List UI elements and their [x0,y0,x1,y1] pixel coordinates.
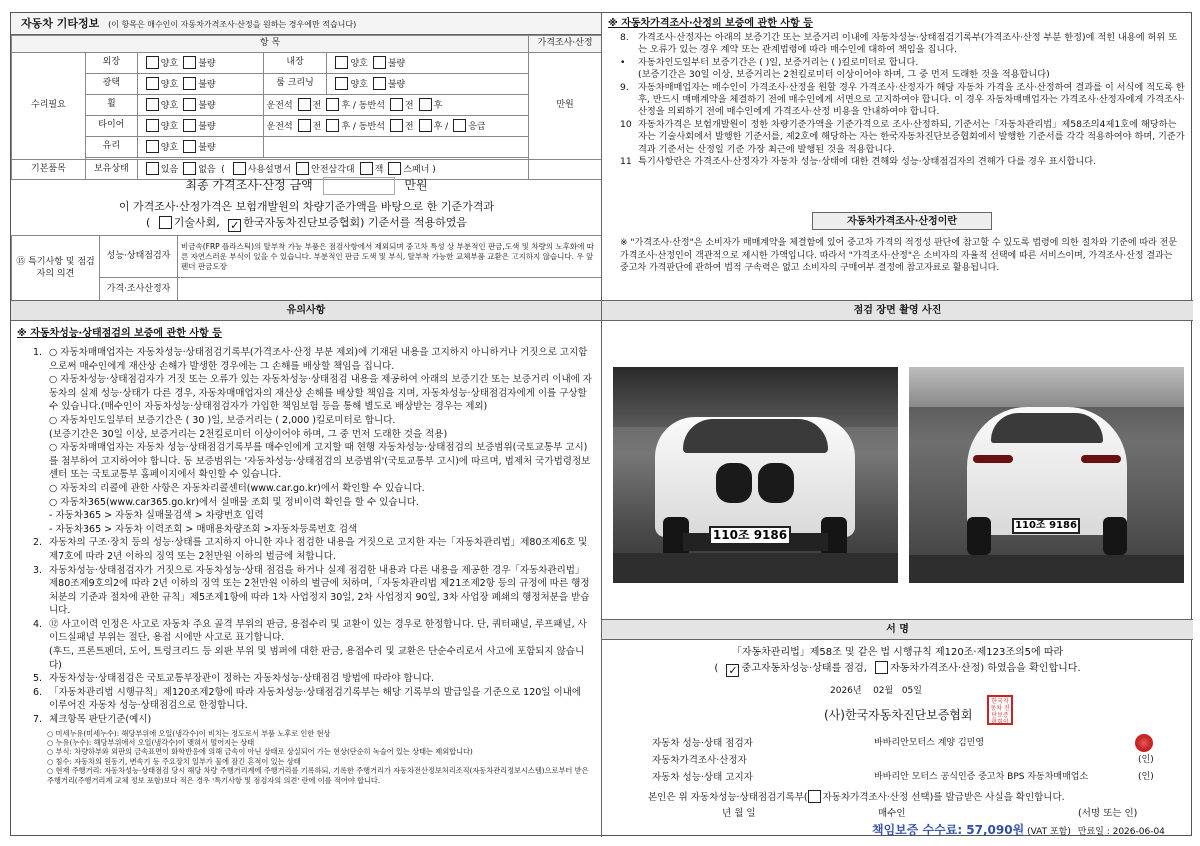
manual-label: 사용설명서 [247,165,292,176]
glass-bad-checkbox[interactable] [183,140,196,153]
price-check-label: 자동차가격조사·산정) 하였음을 확인합니다. [890,663,1081,674]
notes-item [33,441,593,482]
notes-header: 유의사항 [11,301,601,321]
notes-item-text: ○ 자동차365(www.car365.go.kr)에서 실매물 조회 및 정비이력 확인을 할 수 있습니다. [49,496,419,508]
notes-item-number: 7. [33,714,43,726]
wheel-rear-pass-label: 후 / 동반석 [341,100,385,111]
inspection-record-page [10,12,1192,836]
signatory-sign: (인) [1138,772,1154,782]
price-inspector-opinion [178,278,602,302]
wheel-driver-rear-checkbox[interactable] [326,98,339,111]
engineer-society-checkbox[interactable] [159,216,172,229]
notes-item-text: (후드, 프론트펜더, 도어, 트렁크리드 등 외판 부위 및 범퍼에 대한 판금, 용접수리 및 교환은 단순수리로서 사고에 포함되지 않습니다) [49,646,585,671]
tire-front2-label: 전 [404,121,414,132]
room-good-label: 양호 [350,79,368,90]
condition-table: 항 목 가격조사·산정 수리필요 외장 양호 불량 내장 양호 불량 만원 광택 양호 불량 룸 크리닝 양호 불량 휠 양호 불량 운전석 전 후 / 동반석 전 후 타이어 양호 불량 운전석 전 후 / 동반석 전 후 / 응급 유리 양호 불량 기본품목 보유상태 있음 없음 ( 사용설명서 안전삼각대 잭 스패너 ) [11,35,602,180]
org-name: (사)한국자동차진단보증협회 [824,708,973,722]
exterior-good-checkbox[interactable] [146,56,159,69]
notes-item-number [33,441,49,482]
kada-label: 한국자동차진단보증협회 [243,216,361,229]
basic-none-label: 없음 [198,165,216,176]
final-price-unit: 만원 [404,178,428,192]
grille-right [758,463,794,503]
notes-item-text: ○ 자동차매매업자는 자동차 성능·상태점검기록부를 매수인에게 고지할 때 현행 자동차성능·상태점검의 보증범위(국토교통부 고시)를 첨부하여 고지하여야 합니다. 동 보증범위는 '자동차성능·상태점검의 보증범위'(국토교통부 고시)에 따르며, 법제처 국가법령정보센터 또는 국토교통부 홈페이지에서 확인할 수 있습니다. [49,442,591,481]
signatory-name: 바바리안모터스 계양 김민영 [874,738,985,748]
glass-bad-label: 불량 [198,142,216,153]
signature-date [830,686,922,698]
grille-left [716,463,752,503]
notes-item-number [33,496,49,510]
notes-item [33,645,593,672]
final-price-row [11,173,602,197]
signatory-name: 바바리안 모터스 공식인증 중고차 BPS 자동차매매업소 [874,772,1089,782]
notes-item-number: 1. [33,347,43,358]
buyer-label: 매수인 [878,808,906,819]
price-guarantee-item-number: • [620,56,626,68]
notes-item-number: 2. [33,537,43,549]
basic-status-label: 보유상태 [85,160,137,180]
panel-note: (이 항목은 매수인이 자동차가격조사·산정을 원하는 경우에만 적습니다) [108,20,357,29]
org-seal-text: 한국자동차 진단보증 협회인 [990,698,1010,726]
price-guarantee-item-number: 11 [620,156,632,168]
signature-confirm-line: ( ✓ 중고자동차성능·상태를 점검, 자동차가격조사·산정) 하였음을 확인합니다. [714,663,1081,677]
price-guarantee-title: ※ 자동차가격조사·산정의 보증에 관한 사항 등 [608,18,813,29]
notes-item-text: 자동차의 구조·장치 등의 성능·상태를 고지하지 아니한 자나 점검한 내용을 거짓으로 고지한 자는「자동차관리법」제80조제6호 및 제7호에 따라 2년 이하의 징역 또는 2천만원 이하의 벌금에 처합니다. [49,537,588,562]
tire-emergency-checkbox[interactable] [453,119,466,132]
notes-item-text: ○ 자동차인도일부터 보증기간은 ( 30 )일, 보증거리는 ( 2,000 )킬로미터로 합니다. [49,414,396,426]
tire-good-label: 양호 [160,121,179,132]
gloss-label: 광택 [85,74,137,95]
price-guarantee-item-text: 특기사항란은 가격조사·산정자가 자동차 성능·상태에 대한 견해와 성능·상태점검자의 견해가 다를 경우 표시합니다. [638,156,1097,168]
jack-label: 잭 [374,165,384,176]
price-inspector-label: 가격·조사산정자 [100,278,178,302]
notes-title: ※ 자동차성능·상태점검의 보증에 관한 사항 등 [17,328,222,339]
tire-pass-front-checkbox[interactable] [390,119,403,132]
room-bad-label: 불량 [387,79,406,90]
notes-item [33,536,593,563]
tire-rear2-label: 후 / [433,121,449,132]
gloss-good-checkbox[interactable] [146,77,159,90]
guarantee-fee: 책임보증 수수료: 57,090원 [872,823,1025,837]
signatory-label: 자동차가격조사·산정자 [652,755,747,766]
price-check-checkbox[interactable] [875,661,888,674]
perf-inspector-label: 성능·상태점검자 [100,236,178,278]
price-definition-text: ※ "가격조사·산정"은 소비자가 매매계약을 체결함에 있어 중고차 가격의 적정성 판단에 참고할 수 있도록 법령에 의한 절차와 기준에 따라 전문 가격조사·산정인이 객관적으로 제시한 가액입니다. 따라서 "가격조사·산정"은 소비자의 자율적 선택에 따른 서비스이며, 가격조사·산정 결과는 중고차 가격판단에 관하여 법적 구속력은 없고 소비자의 구매여부 결정에 참고자료로 활용됩니다. [620,238,1178,273]
tire-bad-label: 불량 [198,121,216,132]
front-license-plate: 110조 9186 [709,526,791,545]
signatory-label: 자동차 성능·상태 점검자 [652,738,753,749]
wheel-rear2-label: 후 [433,100,443,111]
guarantee-fee-vat: (VAT 포함) [1027,827,1071,837]
notes-item [33,713,593,727]
kada-checkbox[interactable]: ✓ [230,219,240,232]
price-guarantee-item [620,119,1185,156]
panel-title-bar [11,13,601,35]
special-notes-label: ⑮ 특기사항 및 점검자의 의견 [12,236,100,302]
interior-good-checkbox[interactable] [335,56,348,69]
receipt-text-b: 자동차가격조사·산정 선택)를 발급받은 사실을 확인합니다. [822,792,1065,803]
wheel-pass-rear-checkbox[interactable] [419,98,432,111]
price-guarantee-item-number: 9. [620,81,629,93]
wheel-label: 휠 [85,95,137,116]
wheel-good-checkbox[interactable] [146,98,159,111]
gloss-bad-checkbox[interactable] [183,77,196,90]
exterior-label: 외장 [85,53,137,74]
price-guarantee-item [620,69,1185,81]
used-car-check-checkbox[interactable]: ✓ [728,664,738,677]
inspector-seal-stamp [1135,734,1153,752]
tire-driver-front-checkbox[interactable] [298,119,311,132]
wheel-bad-checkbox[interactable] [183,98,196,111]
notes-item-number: 5. [33,673,43,685]
criteria-list [11,727,601,785]
room-good-checkbox[interactable] [335,77,348,90]
interior-label: 내장 [263,53,327,74]
gloss-bad-label: 불량 [198,79,216,90]
final-price-input[interactable] [323,177,395,195]
basic-items-label: 기본품목 [12,160,86,180]
wheel-driver-front-checkbox[interactable] [298,98,311,111]
gloss-good-label: 양호 [160,79,179,90]
notes-item-text: 자동차성능·상태점검자가 거짓으로 자동차성능·상태 점검을 하거나 실제 점검한 내용과 다른 내용을 제공한 경우「자동차관리법」제80조제9호의2에 따라 2년 이하의 징역 또는 2천만원 이하의 벌금에 처하며,「자동차관리법 제21조제2항 등의 규정에 따른 행정처분의 기준과 절차에 관한 규칙」제5조제1항에 따라 1차 사업정지 30일, 2차 사업정지 90일, 3차 사업장 폐쇄의 행정처분을 받습니다. [49,564,590,617]
repair-needed-label: 수리필요 [12,53,86,160]
price-definition-title: 자동차가격조사·산정이란 [812,212,992,230]
notes-item-number [33,414,49,428]
notes-item-text: 「자동차관리법 시행규칙」제120조제2항에 따라 자동차성능·상태점검기록부는 해당 기록부의 발급일을 기준으로 120일 이내에 이루어진 자동차 성능·상태점검으로 한정합니다. [49,686,582,712]
basis-line1: 이 가격조사·산정가격은 보험개발원의 차량기준가액을 바탕으로 한 기준가격과 [118,200,495,213]
receipt-confirm-line [648,790,1065,804]
price-guarantee-item [620,156,1185,168]
wheel-driver-label: 운전석 [266,100,293,111]
notes-item-number: 3. [33,564,43,576]
org-seal-stamp [987,695,1013,725]
price-guarantee-item-text: (보증기간은 30일 이상, 보증거리는 2천킬로미터 이상이어야 하며, 그 중 먼저 도래한 것을 적용합니다) [638,69,1050,81]
receipt-price-checkbox[interactable] [808,790,821,803]
perf-inspector-opinion: 비금속(FRP 플라스틱)의 탈부착 가능 부품은 점검사항에서 제외되며 중고차 특성 상 부분적인 판금,도색 및 차량의 노후화에 따른 자연스러운 부식이 있을 수 있습니다. 부분적인 판금 도색 및 부식, 탈부착 가능한 교체부품 교환은 고지하지 않습니다. 우 앞펜더 판금도장 [178,236,602,278]
notes-item-text: ○ 자동차성능·상태점검자가 거짓 또는 오류가 있는 자동차성능·상태점검 내용을 제공하여 아래의 보증기간 또는 보증거리 이내에 자동차의 실제 성능·상태가 다른 경우, 자동차매매업자의 재산상 손해를 배상할 책임을 지며, 자동차성능·상태점검자에게 이를 구상할 수 있습니다.(매수인이 자동차성능·상태점검자가 가입한 책임보험 등을 통해 별도로 배상받는 경우는 제외) [49,374,592,413]
criteria-item: ○ 부식: 차량하부와 외판의 금속표면이 화학반응에 의해 금속이 아닌 상태로 상실되어 가는 현상(단순히 녹슬어 있는 상태는 제외합니다) [47,747,473,757]
tire-driver-label: 운전석 [266,121,293,132]
basic-have-label: 있음 [160,165,179,176]
interior-bad-checkbox[interactable] [373,56,386,69]
criteria-item: ○ 누유(누수): 해당부위에서 오일(냉각수)이 맺혀서 떨어지는 상태 [47,738,255,748]
glass-label: 유리 [85,137,137,158]
tire-emergency-label: 응급 [468,121,486,132]
price-guarantee-item-number: 8. [620,32,629,43]
notes-item-number [33,523,49,537]
price-guarantee-list [602,30,1193,168]
price-guarantee-item-number: 10 [620,118,632,130]
engineer-society-label: 기술사회, [173,216,220,229]
price-guarantee-panel [602,13,1193,301]
notes-item-number [33,373,49,414]
price-guarantee-item-number [620,69,638,81]
basis-line2: ( 기술사회, ✓ 한국자동차진단보증협회) 기준서를 적용하였음 [145,216,468,232]
notes-item [33,482,593,496]
notes-item [33,509,593,523]
signatory-label: 자동차 성능·상태 고지자 [652,772,753,783]
vehicle-other-info-panel [11,13,602,301]
signatory-sign: (인) [1138,755,1154,765]
exterior-good-label: 양호 [160,58,179,69]
price-guarantee-item-text: 자동차매매업자는 매수인이 가격조사·산정을 원할 경우 가격조사·산정자가 해당 자동차 가격을 조사·산정하여 결과를 이 서식에 적도록 한 후, 반드시 매매계약을 체결하기 전에 매수인에게 서면으로 고지하여야 합니다. 이 경우 자동차매매업자는 가격조사·산정자에게 가격조사·산정을 의뢰하기 전에 매수인에게 가격조사·산정 비용을 안내하여야 합니다. [638,81,1185,118]
glass-good-checkbox[interactable] [146,140,159,153]
notes-item-number [33,482,49,496]
room-cleaning-label: 룸 크리닝 [263,74,327,95]
notes-item [33,373,593,414]
tire-rear-pass-label: 후 / 동반석 [341,121,385,132]
tire-good-checkbox[interactable] [146,119,159,132]
notes-item-text: - 자동차365 > 자동차 실매물검색 > 차량번호 입력 [49,510,264,522]
notes-item [33,496,593,510]
wheel-pass-front-checkbox[interactable] [390,98,403,111]
notes-item [33,672,593,686]
price-guarantee-item-text: 가격조사·산정자는 아래의 보증기간 또는 보증거리 이내에 자동차성능·상태점검기록부(가격조사·산정 부분 한정)에 적힌 내용에 허위 또는 오류가 있는 경우 계약 또는 관계법령에 따라 매수인에 대하여 책임을 집니다. [638,32,1178,56]
notes-list [11,340,601,727]
tire-front-label: 전 [312,121,322,132]
sign-year: 2026년 [830,686,862,696]
notes-item-text: 체크항목 판단기준(예시) [49,714,152,726]
wheel-good-label: 양호 [160,100,179,111]
wheel-bad-label: 불량 [198,100,216,111]
notes-item-text: (보증기간은 30일 이상, 보증거리는 2천킬로미터 이상이어야 하며, 그 중 먼저 도래한 것을 적용) [49,428,448,440]
interior-bad-label: 불량 [387,58,406,69]
price-guarantee-item-text: 자동차인도일부터 보증기간은 ( )일, 보증거리는 ( )킬로미터로 합니다. [638,56,919,68]
tire-driver-rear-checkbox[interactable] [326,119,339,132]
glass-good-label: 양호 [160,142,179,153]
notes-item-number: 4. [33,618,43,630]
tire-pass-rear-checkbox[interactable] [419,119,432,132]
final-price-label: 최종 가격조사·산정 금액 [185,178,313,192]
notes-item [33,686,593,713]
price-guarantee-item-text: 자동차가격은 보험개발원이 정한 차량기준가액을 기준가격으로 조사·산정하되, 기준서는「자동차관리법」제58조의4제1호에 해당하는 자는 기술사회에서 발행한 기준서를, 제2호에 해당하는 자는 한국자동차진단보증협회에서 발행한 기준서를 각각 적용하여야 하며, 기준가격과 기준서는 산정일 기준 가장 최근에 발행된 것을 적용합니다. [638,118,1185,155]
notes-item [33,564,593,618]
notes-item [33,523,593,537]
tire-label: 타이어 [85,116,137,137]
price-guarantee-item [620,82,1185,119]
col-item-header: 항 목 [12,36,529,53]
notes-item-number: 6. [33,686,43,698]
sign-month: 02월 [873,686,894,696]
notes-item-text: - 자동차365 > 자동차 이력조회 > 매매용차량조회 >자동차등록번호 검색 [49,523,358,535]
basis-suffix: ) 기준서를 적용하였음 [360,216,468,229]
tire-bad-checkbox[interactable] [183,119,196,132]
expire-date: 만료일 : 2026-06-04 [1077,827,1165,837]
notes-item-text: ○ 자동차매매업자는 자동차성능·상태점검기록부(가격조사·산정 부분 제외)에 기재된 내용을 고지하지 아니하거나 거짓으로 고지함으로써 매수인에게 재산상 손해가 발생한 경우에는 그 손해를 배상할 책임을 집니다. [49,347,588,372]
spanner-label: 스패너 [403,165,430,176]
guarantee-fee-line [872,823,1165,837]
notes-item-text: 자동차성능·상태점검은 국토교통부장관이 정하는 자동차성능·상태점검 방법에 따라야 합니다. [49,673,435,685]
receipt-text-a: 본인은 위 자동차성능·상태점검기록부( [648,792,808,803]
interior-good-label: 양호 [350,58,368,69]
signature-header: 서 명 [602,620,1193,640]
notes-item-number [33,428,49,442]
photos-panel [602,301,1193,619]
notes-item [33,618,593,645]
panel-title: 자동차 기타정보 [21,17,100,30]
notes-item-text: ○ 자동차의 리콜에 관한 사항은 자동차리콜센터(www.car.go.kr)에서 확인할 수 있습니다. [49,482,425,494]
special-notes-table [11,235,602,301]
room-bad-checkbox[interactable] [373,77,386,90]
notes-item-number [33,645,49,672]
rear-license-plate: 110조 9186 [1012,518,1080,534]
rear-inspection-photo [909,367,1184,583]
triangle-label: 안전삼각대 [311,165,355,176]
signature-law-line: 「자동차관리법」제58조 및 같은 법 시행규칙 제120조·제123조의5에 따라 [731,647,1064,658]
criteria-item: ○ 미세누유(미세누수): 해당부위에 오일(냉각수)이 비치는 정도로서 부품 노후로 인한 현상 [47,728,331,738]
buyer-sign: (서명 또는 인) [1078,808,1138,819]
receipt-date: 년 월 일 [722,808,756,819]
notes-item [33,428,593,442]
notes-item-number [33,509,49,523]
notes-item [33,346,593,373]
photos-header: 점검 장면 촬영 사진 [602,301,1193,321]
exterior-bad-label: 불량 [198,58,216,69]
price-guarantee-item [620,57,1185,69]
front-inspection-photo [613,367,898,583]
notes-item [33,414,593,428]
signature-panel [602,619,1193,837]
price-unit: 만원 [529,53,602,160]
sign-day: 05일 [901,686,922,696]
criteria-item: ○ 현재 주행거리: 자동차성능·상태점검 당시 해당 차량 주행거리계에 주행거리를 기록하되, 기록한 주행거리가 자동차전산정보처리조직(자동차관리정보시스템)으로부터 받은 주행거리(주행거리계 교체 정보 포함)보다 적은 경우 '특기사항 및 점검자의 의견' 란에 이를 적어야 합니다. [47,766,589,785]
exterior-bad-checkbox[interactable] [183,56,196,69]
used-car-check-label: 중고자동차성능·상태를 점검, [741,663,867,674]
notes-panel [11,301,602,837]
wheel-front-label: 전 [312,100,322,111]
criteria-item: ○ 침수: 자동차의 원동기, 변속기 등 주요장치 일부가 물에 잠긴 흔적이 있는 상태 [47,756,301,766]
notes-item-text: ⑫ 사고이력 인정은 사고로 자동차 주요 골격 부위의 판금, 용접수리 및 교환이 있는 경우로 한정합니다. 단, 쿼터패널, 루프패널, 사이드실패널 부위는 절단, 용접 시에만 사고로 표기합니다. [49,618,587,644]
col-price-header: 가격조사·산정 [529,36,602,53]
price-guarantee-item [620,32,1185,57]
wheel-front2-label: 전 [404,100,414,111]
